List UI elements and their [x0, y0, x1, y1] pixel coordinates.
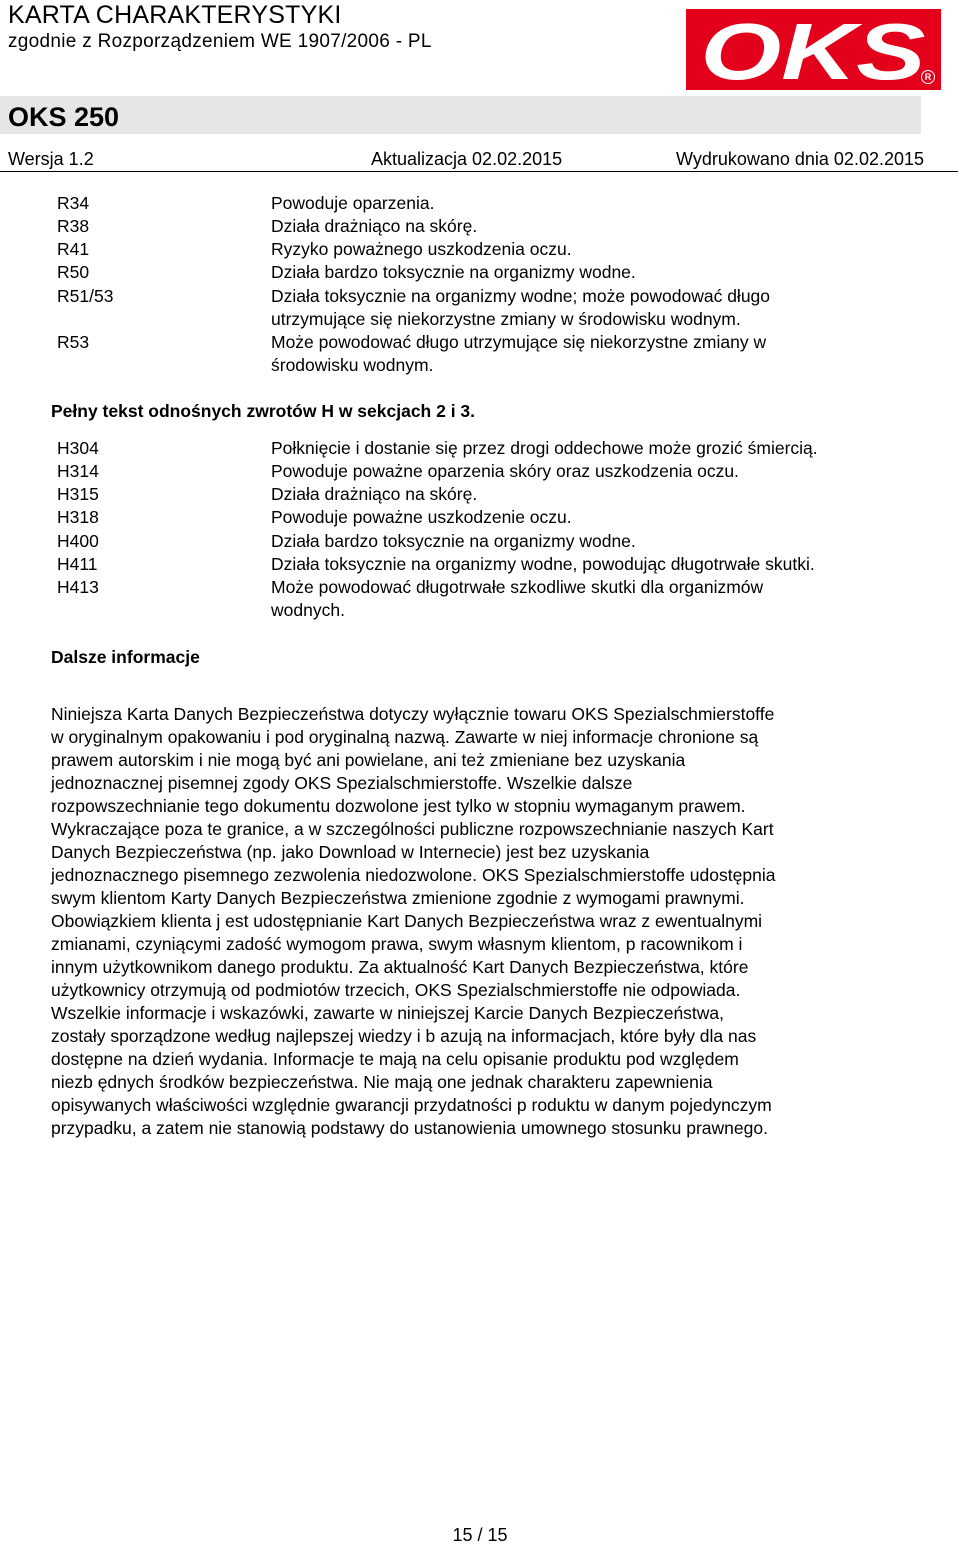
paragraph-line: Niniejsza Karta Danych Bezpieczeństwa dotyczy wyłącznie towaru OKS Spezialschmierstoffe	[51, 704, 775, 724]
h-code: H314	[57, 461, 99, 481]
paragraph-line: przypadku, a zatem nie stanowią podstawy do ustanowienia umownego stosunku prawnego.	[51, 1118, 768, 1138]
h-text: Powoduje poważne oparzenia skóry oraz uszkodzenia oczu.	[271, 461, 739, 481]
paragraph-line: rozpowszechnianie tego dokumentu dozwolone jest tylko w stopniu wymaganym prawem.	[51, 796, 746, 816]
oks-logo-wordmark	[686, 9, 941, 90]
oks-logo	[686, 9, 941, 90]
paragraph-line: niezb ędnych środków bezpieczeństwa. Nie mają one jednak charakteru zapewnienia	[51, 1072, 713, 1092]
h-text: Działa drażniąco na skórę.	[271, 484, 478, 504]
r-text: Może powodować długo utrzymujące się niekorzystne zmiany w	[271, 332, 767, 352]
paragraph-line: Danych Bezpieczeństwa (np. jako Download w Internecie) jest bez uzyskania	[51, 842, 650, 862]
paragraph-line: Wszelkie informacje i wskazówki, zawarte w niniejszej Karcie Danych Bezpieczeństwa,	[51, 1003, 725, 1023]
paragraph-line: zostały sporządzone według najlepszej wiedzy i b azują na informacjach, które były dla nas	[51, 1026, 757, 1046]
h-code: H304	[57, 438, 99, 458]
registered-mark: R	[921, 70, 935, 84]
product-name: OKS 250	[8, 102, 120, 132]
paragraph-line: zmianami, czyniącymi zadość wymogom prawa, swym własnym klientom, p racownikom i	[51, 934, 743, 954]
h-text: Powoduje poważne uszkodzenie oczu.	[271, 507, 572, 527]
r-code: R51/53	[57, 286, 114, 306]
r-code: R53	[57, 332, 90, 352]
paragraph-line: w oryginalnym opakowaniu i pod oryginalną nazwą. Zawarte w niej informacje chronione są	[51, 727, 759, 747]
h-code: H400	[57, 531, 99, 551]
h-section-title: Pełny tekst odnośnych zwrotów H w sekcjach 2 i 3.	[51, 401, 476, 421]
h-code: H318	[57, 507, 99, 527]
print-date: Wydrukowano dnia 02.02.2015	[676, 149, 925, 169]
header-divider	[0, 171, 958, 172]
r-text: utrzymujące się niekorzystne zmiany w środowisku wodnym.	[271, 309, 741, 329]
version-label: Wersja 1.2	[8, 149, 94, 169]
paragraph-line: dostępne na dzień wydania. Informacje te mają na celu opisanie produktu pod względem	[51, 1049, 739, 1069]
product-band	[0, 96, 921, 134]
paragraph-line: swym klientom Karty Danych Bezpieczeństwa zmienione zgodnie z wymogami prawnymi.	[51, 888, 745, 908]
r-text: Działa drażniąco na skórę.	[271, 216, 478, 236]
h-text: Działa toksycznie na organizmy wodne, powodując długotrwałe skutki.	[271, 554, 815, 574]
version-line	[0, 146, 960, 172]
h-text: wodnych.	[271, 600, 345, 620]
further-info-title: Dalsze informacje	[51, 647, 200, 667]
h-code: H411	[57, 554, 98, 574]
paragraph-line: innym użytkownikom danego produktu. Za aktualność Kart Danych Bezpieczeństwa, które	[51, 957, 749, 977]
further-info-paragraph	[51, 703, 941, 1140]
paragraph-line: prawem autorskim i nie mogą być ani powielane, ani też zmieniane bez uzyskania	[51, 750, 686, 770]
update-date: Aktualizacja 02.02.2015	[371, 149, 563, 169]
r-code: R41	[57, 239, 90, 259]
document-title: KARTA CHARAKTERYSTYKI	[8, 1, 342, 29]
h-code: H413	[57, 577, 99, 597]
paragraph-line: jednoznacznej pisemnej zgody OKS Spezialschmierstoffe. Wszelkie dalsze	[51, 773, 633, 793]
paragraph-line: Wykraczające poza te granice, a w szczególności publiczne rozpowszechnianie naszych Kart	[51, 819, 774, 839]
r-code: R50	[57, 262, 90, 282]
paragraph-line: jednoznacznego pisemnego zezwolenia niedozwolone. OKS Spezialschmierstoffe udostępnia	[51, 865, 776, 885]
r-text: środowisku wodnym.	[271, 355, 434, 375]
r-text: Ryzyko poważnego uszkodzenia oczu.	[271, 239, 572, 259]
r-text: Powoduje oparzenia.	[271, 193, 435, 213]
r-text: Działa toksycznie na organizmy wodne; może powodować długo	[271, 286, 771, 306]
r-code: R38	[57, 216, 90, 236]
regulation-subtitle: zgodnie z Rozporządzeniem WE 1907/2006 - PL	[8, 31, 432, 52]
r-text: Działa bardzo toksycznie na organizmy wodne.	[271, 262, 636, 282]
r-code: R34	[57, 193, 90, 213]
page-number: 15 / 15	[452, 1525, 508, 1545]
h-text: Może powodować długotrwałe szkodliwe skutki dla organizmów	[271, 577, 764, 597]
h-text: Połknięcie i dostanie się przez drogi oddechowe może grozić śmiercią.	[271, 438, 818, 458]
paragraph-line: opisywanych właściwości względnie gwarancji przydatności p roduktu w danym pojedynczym	[51, 1095, 772, 1115]
paragraph-line: użytkownicy otrzymują od podmiotów trzecich, OKS Spezialschmierstoffe nie odpowiada.	[51, 980, 741, 1000]
logo-text: OKS	[700, 9, 926, 90]
paragraph-line: Obowiązkiem klienta j est udostępnianie Kart Danych Bezpieczeństwa wraz z ewentualnymi	[51, 911, 763, 931]
h-code: H315	[57, 484, 99, 504]
h-text: Działa bardzo toksycznie na organizmy wodne.	[271, 531, 636, 551]
